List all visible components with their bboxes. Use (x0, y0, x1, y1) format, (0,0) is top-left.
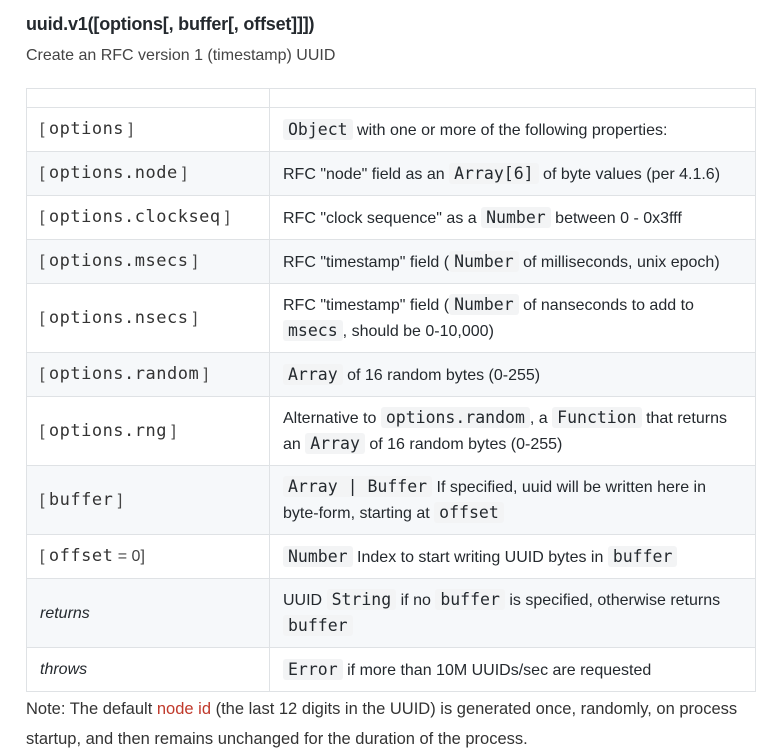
table-row: [ options.rng ] Alternative to options.random , a Function that returns an Array of 16 random bytes (0-255) (27, 397, 756, 466)
param-description: Error if more than 10M UUIDs/sec are requested (270, 648, 756, 692)
table-row: [ options.node ] RFC "node" field as an Array[6] of byte values (per 4.1.6) (27, 152, 756, 196)
param-description: UUID String if no buffer is specified, otherwise returns buffer (270, 579, 756, 648)
param-description: RFC "clock sequence" as a Number between 0 - 0x3fff (270, 196, 756, 240)
param-name: options.nsecs (48, 307, 189, 328)
table-row: [ buffer ] Array | Buffer If specified, uuid will be written here in byte-form, starting at offset (27, 466, 756, 535)
param-description: Object with one or more of the following properties: (270, 108, 756, 152)
param-name: options.clockseq (48, 207, 221, 227)
table-row: [ options.msecs ] RFC "timestamp" field ( Number of milliseconds, unix epoch) (27, 240, 756, 284)
param-name: options.random (48, 364, 200, 384)
footnote: Note: The default node id (the last 12 digits in the UUID) is generated once, randomly, on process startup, and then remains unchanged for the duration of the process. (26, 700, 738, 748)
param-name: options.rng (48, 420, 167, 441)
function-description: Create an RFC version 1 (timestamp) UUID (26, 47, 336, 64)
table-row (27, 648, 756, 692)
param-description: RFC "node" field as an Array[6] of byte values (per 4.1.6) (270, 152, 756, 196)
node-id-link[interactable]: node id (156, 700, 212, 718)
param-name: buffer (48, 489, 114, 510)
throws-label: throws (40, 661, 88, 678)
param-name: options (48, 119, 125, 139)
table-row: [ options.random ] Array of 16 random bytes (0-255) (27, 353, 756, 397)
param-name: offset (48, 546, 114, 566)
table-row: [ options.nsecs ] RFC "timestamp" field ( Number of nanseconds to add to msecs , should be 0-10,000) (27, 284, 756, 353)
param-description: Array of 16 random bytes (0-255) (270, 353, 756, 397)
param-description: RFC "timestamp" field ( Number of milliseconds, unix epoch) (270, 240, 756, 284)
parameters-table (26, 88, 756, 692)
param-description: Array | Buffer If specified, uuid will be written here in byte-form, starting at offset (270, 466, 756, 535)
table-row: [ offset = 0] Number Index to start writing UUID bytes in buffer (27, 535, 756, 579)
param-description: Number Index to start writing UUID bytes in buffer (270, 535, 756, 579)
table-row: [ options.clockseq ] RFC "clock sequence" as a Number between 0 - 0x3fff (27, 196, 756, 240)
param-default: = 0 (113, 548, 141, 565)
table-row (27, 579, 756, 648)
param-description: Alternative to options.random , a Function that returns an Array of 16 random bytes (0-255) (270, 397, 756, 466)
param-name: options.msecs (48, 251, 189, 271)
table-row: [ options ] Object with one or more of the following properties: (27, 108, 756, 152)
function-signature-heading: uuid.v1([options[, buffer[, offset]]]) (26, 14, 315, 34)
param-name: options.node (48, 163, 178, 183)
param-description: RFC "timestamp" field ( Number of nanseconds to add to msecs , should be 0-10,000) (270, 284, 756, 353)
returns-label: returns (40, 604, 90, 622)
table-header-row (27, 89, 756, 108)
